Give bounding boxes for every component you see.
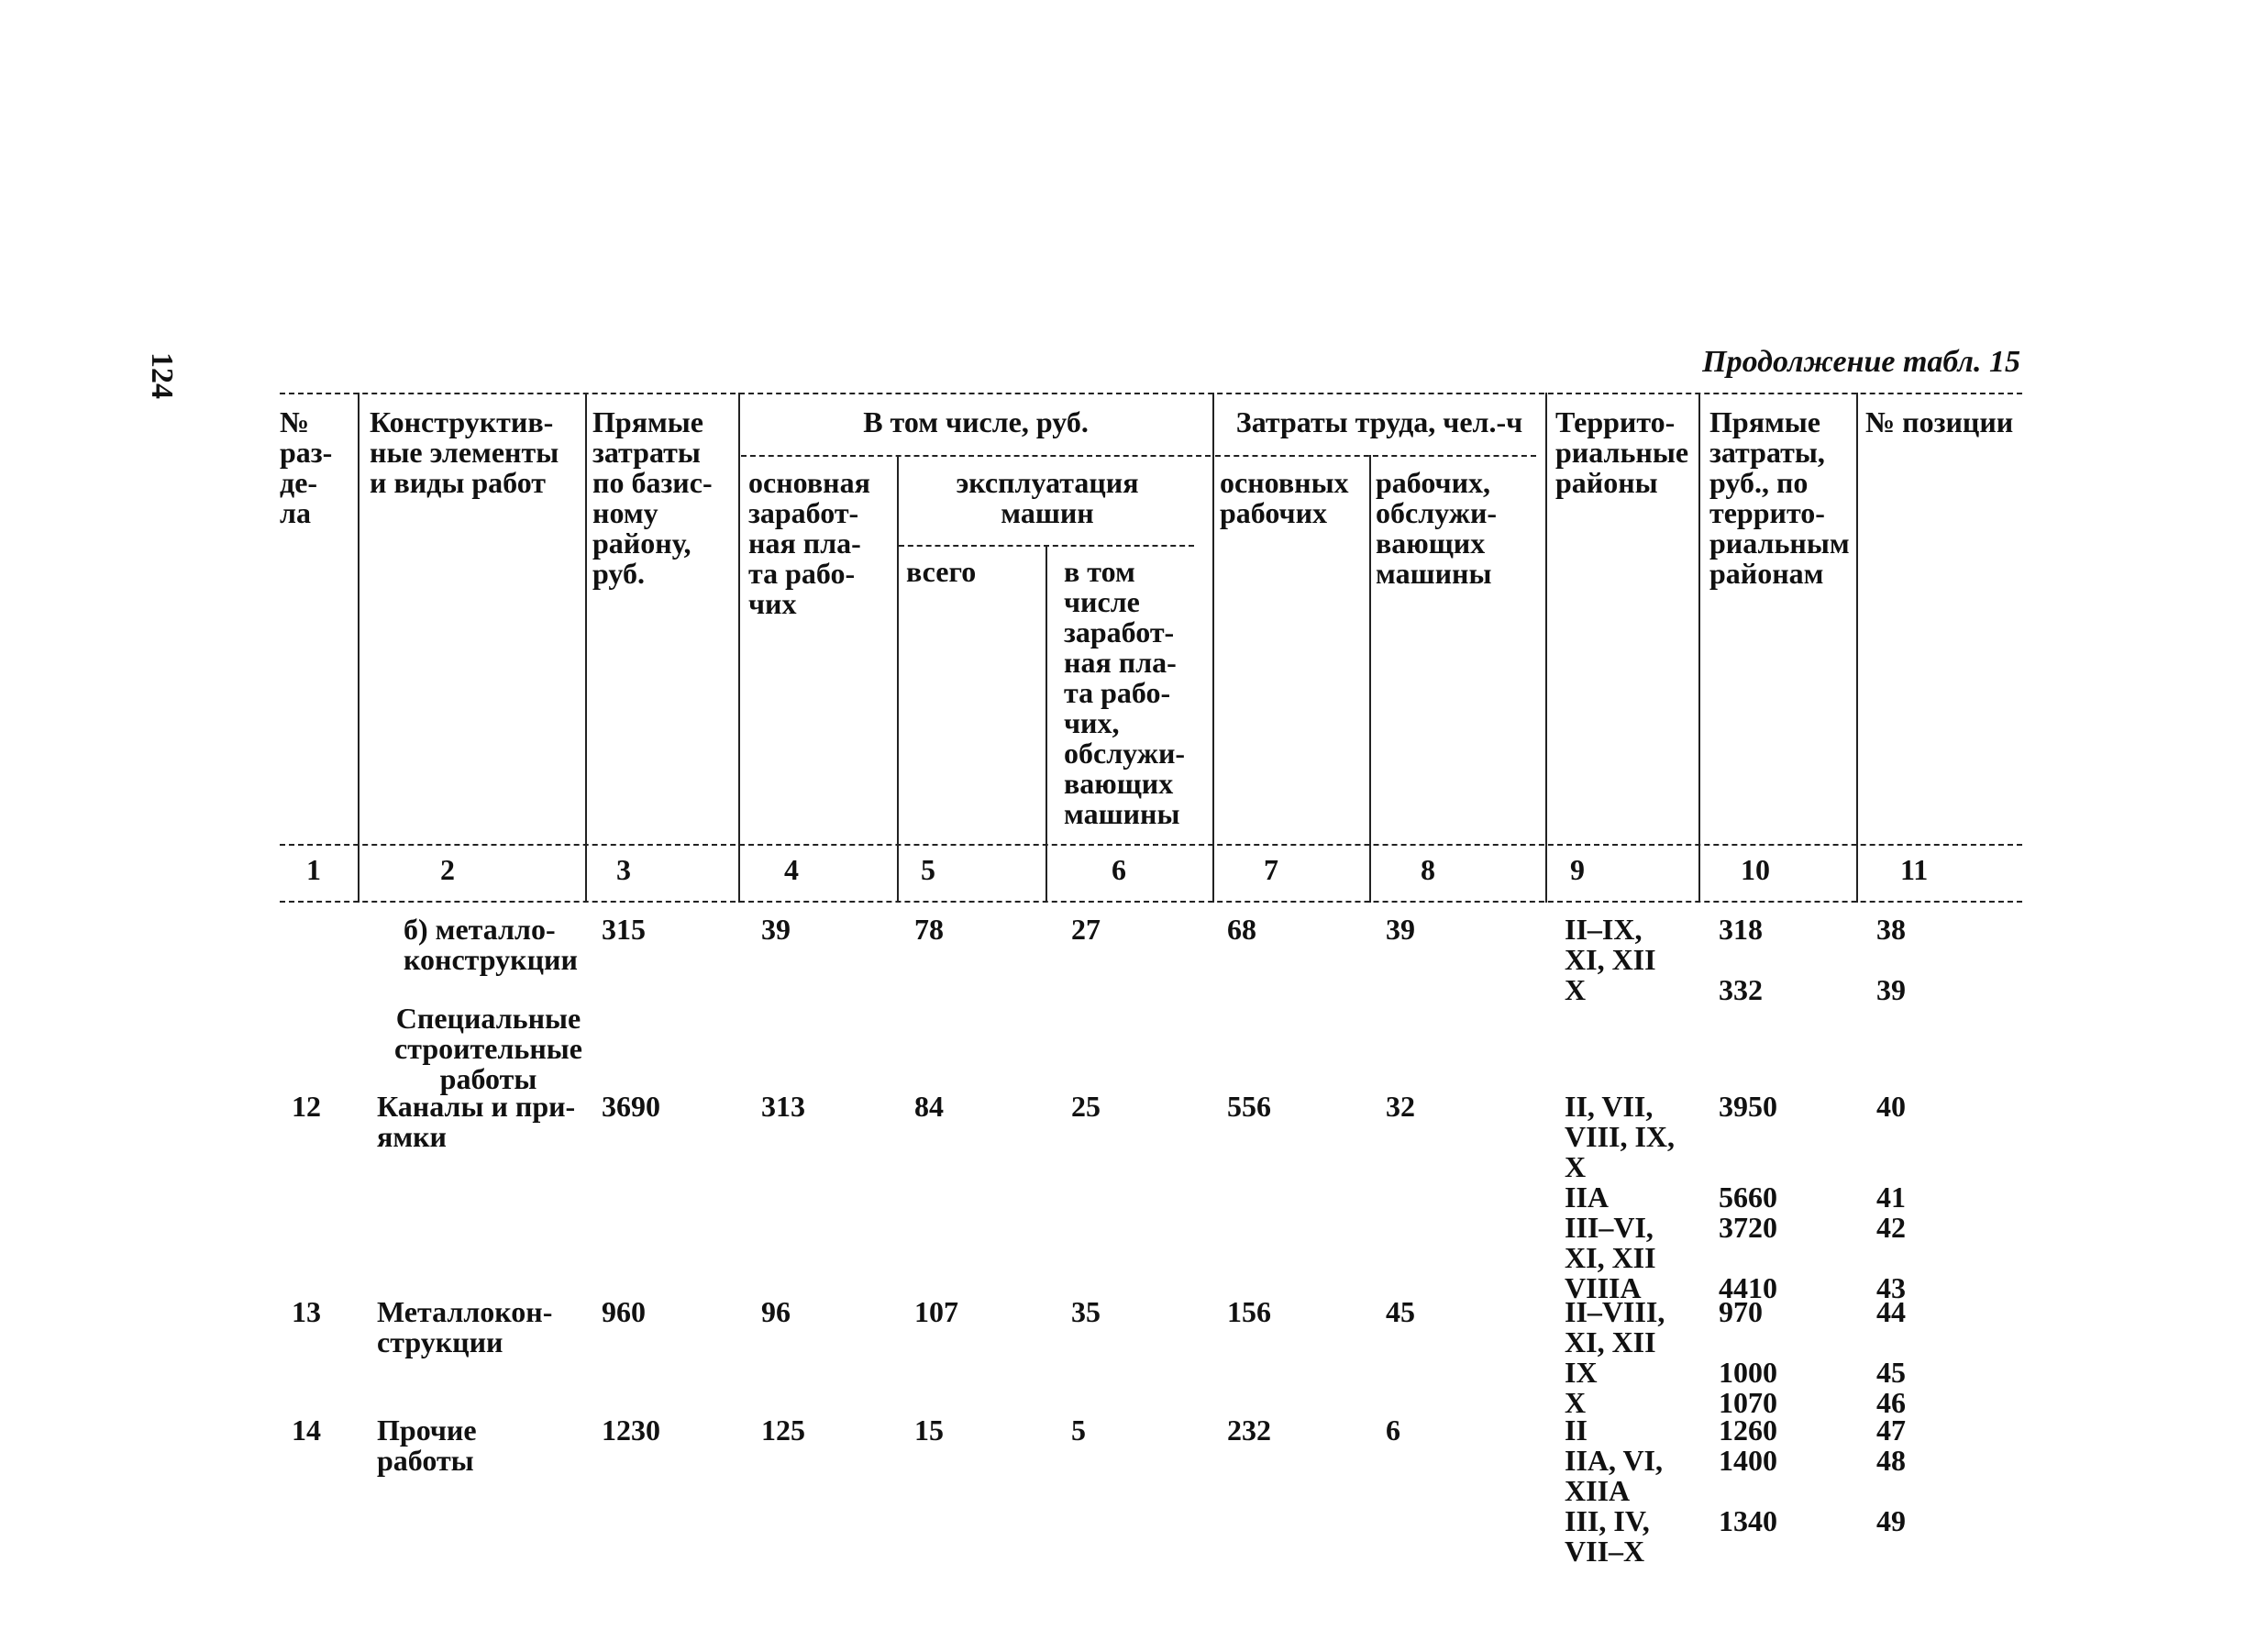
column-number-1: 1: [306, 853, 321, 886]
cell-regional-costs: 970 1000 1070: [1719, 1295, 1777, 1419]
cell-labor-machine: 45: [1386, 1295, 1415, 1328]
cell-main-wage: 125: [761, 1414, 805, 1447]
col-divider-4: [897, 455, 899, 903]
cell-labor-machine: 39: [1386, 913, 1415, 946]
cell-regions: II IIA, VI, XIIA III, IV, VII–X: [1565, 1414, 1663, 1568]
col-divider-2: [585, 393, 587, 903]
column-number-4: 4: [784, 853, 799, 886]
column-number-11: 11: [1900, 853, 1929, 886]
cell-direct-cost: 315: [602, 913, 646, 946]
col-divider-9: [1698, 393, 1700, 903]
header-territorial-regions: Террито- риальные районы: [1555, 405, 1689, 499]
header-machines-group: эксплуатация машин: [956, 466, 1139, 529]
table-top-rule: [280, 393, 2022, 394]
cell-machines-wage: 25: [1071, 1090, 1101, 1123]
header-construction-elements: Конструктив- ные элементы и виды работ: [370, 405, 559, 499]
rule-above-column-numbers: [280, 844, 2022, 846]
col-divider-3: [738, 393, 740, 903]
header-position-number: № позиции: [1865, 405, 2014, 438]
cell-labor-main: 68: [1227, 913, 1256, 946]
column-number-6: 6: [1112, 853, 1126, 886]
cell-labor-main: 556: [1227, 1090, 1271, 1123]
cell-direct-cost: 3690: [602, 1090, 660, 1123]
cell-positions: 38 39: [1876, 913, 1906, 1006]
cell-labor-main: 232: [1227, 1414, 1271, 1447]
header-labor-group: Затраты труда, чел.-ч: [1235, 405, 1523, 438]
cell-direct-cost: 960: [602, 1295, 646, 1328]
cell-machines-total: 78: [914, 913, 944, 946]
cell-machines-total: 15: [914, 1414, 944, 1447]
cell-regions: II–VIII, XI, XII IX X: [1565, 1295, 1665, 1419]
header-labor-machine: рабочих, обслужи- вающих машины: [1376, 466, 1498, 590]
rule-under-labor-group: [1215, 455, 1536, 457]
cell-machines-wage: 27: [1071, 913, 1101, 946]
table-row-other-works-name: Прочие работы: [377, 1414, 477, 1477]
cell-section-13: 13: [292, 1295, 321, 1328]
column-number-9: 9: [1570, 853, 1585, 886]
header-cost-group: В том числе, руб.: [863, 405, 1089, 438]
table-row-metal-structures-name: б) металло- конструкции: [404, 913, 578, 976]
cell-positions: 47 48 49: [1876, 1414, 1906, 1537]
page-number: 124: [145, 352, 179, 399]
col-divider-5: [1045, 545, 1047, 903]
column-number-7: 7: [1264, 853, 1278, 886]
rule-below-column-numbers: [280, 901, 2022, 903]
cell-regions: II, VII, VIII, IX, X IIA III–VI, XI, XII VIIIA: [1565, 1090, 1676, 1304]
col-divider-1: [358, 393, 360, 903]
cell-section-12: 12: [292, 1090, 321, 1123]
cell-positions: 40 41 42 43: [1876, 1090, 1906, 1304]
header-main-wage: основная заработ- ная пла- та рабо- чих: [748, 466, 870, 620]
cell-labor-machine: 6: [1386, 1414, 1400, 1447]
header-machines-total: всего: [906, 555, 977, 588]
header-machines-wage: в том числе заработ- ная пла- та рабо- чих, обслужи- вающих машины: [1064, 555, 1186, 830]
table-row-channels-name: Каналы и при- ямки: [377, 1090, 576, 1153]
cell-labor-machine: 32: [1386, 1090, 1415, 1123]
cell-machines-total: 84: [914, 1090, 944, 1123]
cell-main-wage: 96: [761, 1295, 791, 1328]
cell-regional-costs: 318 332: [1719, 913, 1763, 1006]
cell-machines-wage: 5: [1071, 1414, 1086, 1447]
table-caption: Продолжение табл. 15: [1702, 345, 2020, 379]
column-number-10: 10: [1741, 853, 1770, 886]
cell-main-wage: 39: [761, 913, 791, 946]
cell-regional-costs: 3950 5660 3720 4410: [1719, 1090, 1777, 1304]
col-divider-8: [1545, 393, 1547, 903]
column-number-5: 5: [921, 853, 935, 886]
cell-direct-cost: 1230: [602, 1414, 660, 1447]
table-row-metal-structures-2-name: Металлокон- струкции: [377, 1295, 553, 1358]
cell-positions: 44 45 46: [1876, 1295, 1906, 1419]
rule-under-cost-group: [741, 455, 1211, 457]
header-labor-main: основных рабочих: [1220, 466, 1349, 529]
column-number-8: 8: [1421, 853, 1435, 886]
cell-machines-total: 107: [914, 1295, 958, 1328]
column-number-2: 2: [440, 853, 455, 886]
header-section-number: № раз- де- ла: [280, 405, 333, 529]
col-divider-6: [1212, 393, 1214, 903]
col-divider-7: [1369, 455, 1371, 903]
header-direct-costs-regions: Прямые затраты, руб., по террито- риальным районам: [1709, 405, 1850, 590]
cell-machines-wage: 35: [1071, 1295, 1101, 1328]
column-number-3: 3: [616, 853, 631, 886]
cell-section-14: 14: [292, 1414, 321, 1447]
cell-main-wage: 313: [761, 1090, 805, 1123]
cell-regions: II–IX, XI, XII X: [1565, 913, 1656, 1006]
subsection-heading: Специальные строительные работы: [394, 1002, 582, 1095]
header-direct-costs-base: Прямые затраты по базис- ному району, руб.: [592, 405, 713, 590]
col-divider-10: [1856, 393, 1858, 903]
cell-regional-costs: 1260 1400 1340: [1719, 1414, 1777, 1537]
cell-labor-main: 156: [1227, 1295, 1271, 1328]
